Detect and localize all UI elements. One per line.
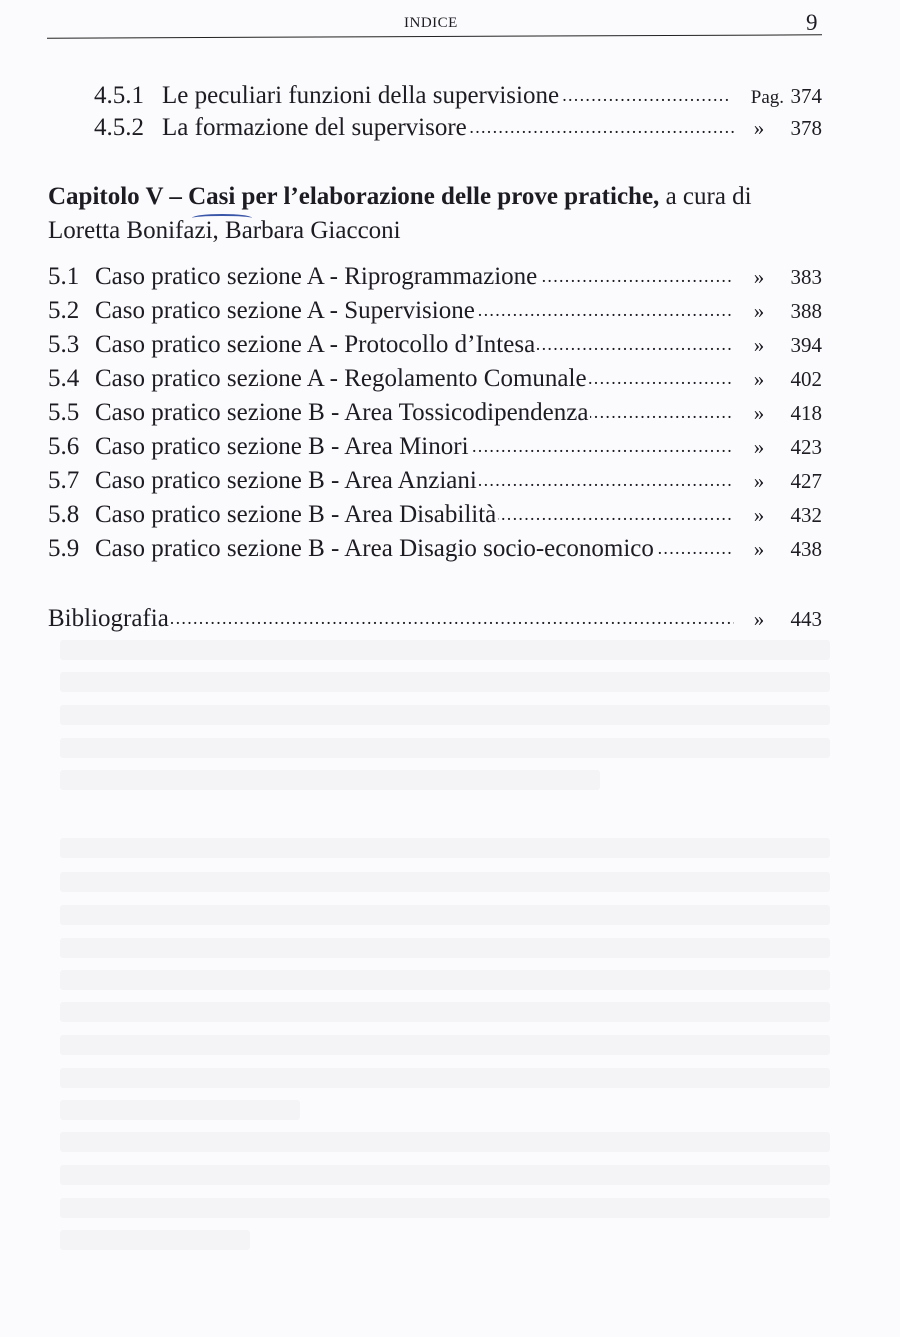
entry-page: 423 — [790, 435, 822, 459]
entry-number: 5.5 — [48, 399, 80, 426]
entry-title: Caso pratico sezione A - Protocollo d’Intesa ..... — [95, 331, 734, 359]
entry-number: 5.2 — [48, 297, 80, 324]
toc-entry — [48, 433, 822, 465]
toc-entry — [48, 365, 822, 397]
entry-marker: » — [753, 333, 765, 357]
toc-entry — [48, 501, 822, 533]
entry-page: 374 — [790, 84, 822, 108]
entry-number: 4.5.1 — [94, 82, 144, 109]
entry-marker: » — [753, 435, 765, 459]
entry-title: Caso pratico sezione B - Area Anziani ..... — [95, 467, 734, 495]
entry-marker: » — [753, 537, 765, 561]
toc-entry — [48, 297, 822, 329]
entry-marker: Pag. — [750, 87, 784, 108]
entry-title: Caso pratico sezione B - Area Disagio socio-economico ..... — [95, 535, 734, 563]
entry-number: 5.8 — [48, 501, 80, 528]
page-number: 9 — [806, 10, 818, 35]
entry-title: Caso pratico sezione A - Regolamento Comunale ..... — [95, 365, 734, 393]
entry-title: Caso pratico sezione B - Area Tossicodipendenza ..... — [95, 399, 734, 427]
entry-title: Caso pratico sezione B - Area Minori ..... — [95, 433, 734, 461]
entry-title: Caso pratico sezione A - Supervisione ..... — [95, 297, 734, 325]
toc-entry — [48, 263, 822, 295]
entry-marker: » — [753, 469, 765, 493]
entry-page: 432 — [790, 503, 822, 527]
entry-title: Caso pratico sezione B - Area Disabilità ..... — [95, 501, 734, 529]
entry-number: 5.3 — [48, 331, 80, 358]
entry-title: La formazione del supervisore ..... — [162, 114, 734, 142]
entry-page: 394 — [790, 333, 822, 357]
toc-entry — [48, 467, 822, 499]
chapter-curators: a cura di Loretta Bonifazi, Barbara Giacconi — [48, 183, 752, 244]
entry-page: 438 — [790, 537, 822, 561]
toc-entry — [94, 82, 822, 114]
toc-entry — [48, 331, 822, 363]
entry-marker: » — [753, 401, 765, 425]
entry-page: 378 — [790, 116, 822, 140]
entry-marker: » — [753, 367, 765, 391]
entry-title: Bibliografia ..... — [48, 605, 734, 633]
entry-number: 4.5.2 — [94, 114, 144, 141]
entry-number: 5.7 — [48, 467, 80, 494]
entry-marker: » — [753, 503, 765, 527]
entry-title: Le peculiari funzioni della supervisione ..... — [162, 82, 728, 110]
toc-entry — [48, 399, 822, 431]
entry-number: 5.4 — [48, 365, 80, 392]
header-section: INDICE — [404, 15, 458, 31]
entry-page: 418 — [790, 401, 822, 425]
entry-marker: » — [753, 116, 765, 140]
chapter-title: Capitolo V – Casi per l’elaborazione delle prove pratiche, — [48, 183, 660, 210]
entry-number: 5.9 — [48, 535, 80, 562]
toc-entry — [48, 535, 822, 567]
running-header — [0, 12, 900, 36]
entry-page: 388 — [790, 299, 822, 323]
entry-title: Caso pratico sezione A - Riprogrammazione ..... — [95, 263, 734, 291]
entry-page: 443 — [790, 607, 822, 631]
pen-underline-mark — [192, 214, 252, 222]
entry-marker: » — [753, 607, 765, 631]
entry-number: 5.1 — [48, 263, 80, 290]
entry-page: 427 — [790, 469, 822, 493]
toc-entry — [94, 114, 822, 146]
entry-number: 5.6 — [48, 433, 80, 460]
entry-marker: » — [753, 299, 765, 323]
toc-entry-bibliography — [48, 605, 822, 637]
chapter-heading — [48, 180, 808, 248]
entry-marker: » — [753, 265, 765, 289]
entry-page: 402 — [790, 367, 822, 391]
entry-page: 383 — [790, 265, 822, 289]
